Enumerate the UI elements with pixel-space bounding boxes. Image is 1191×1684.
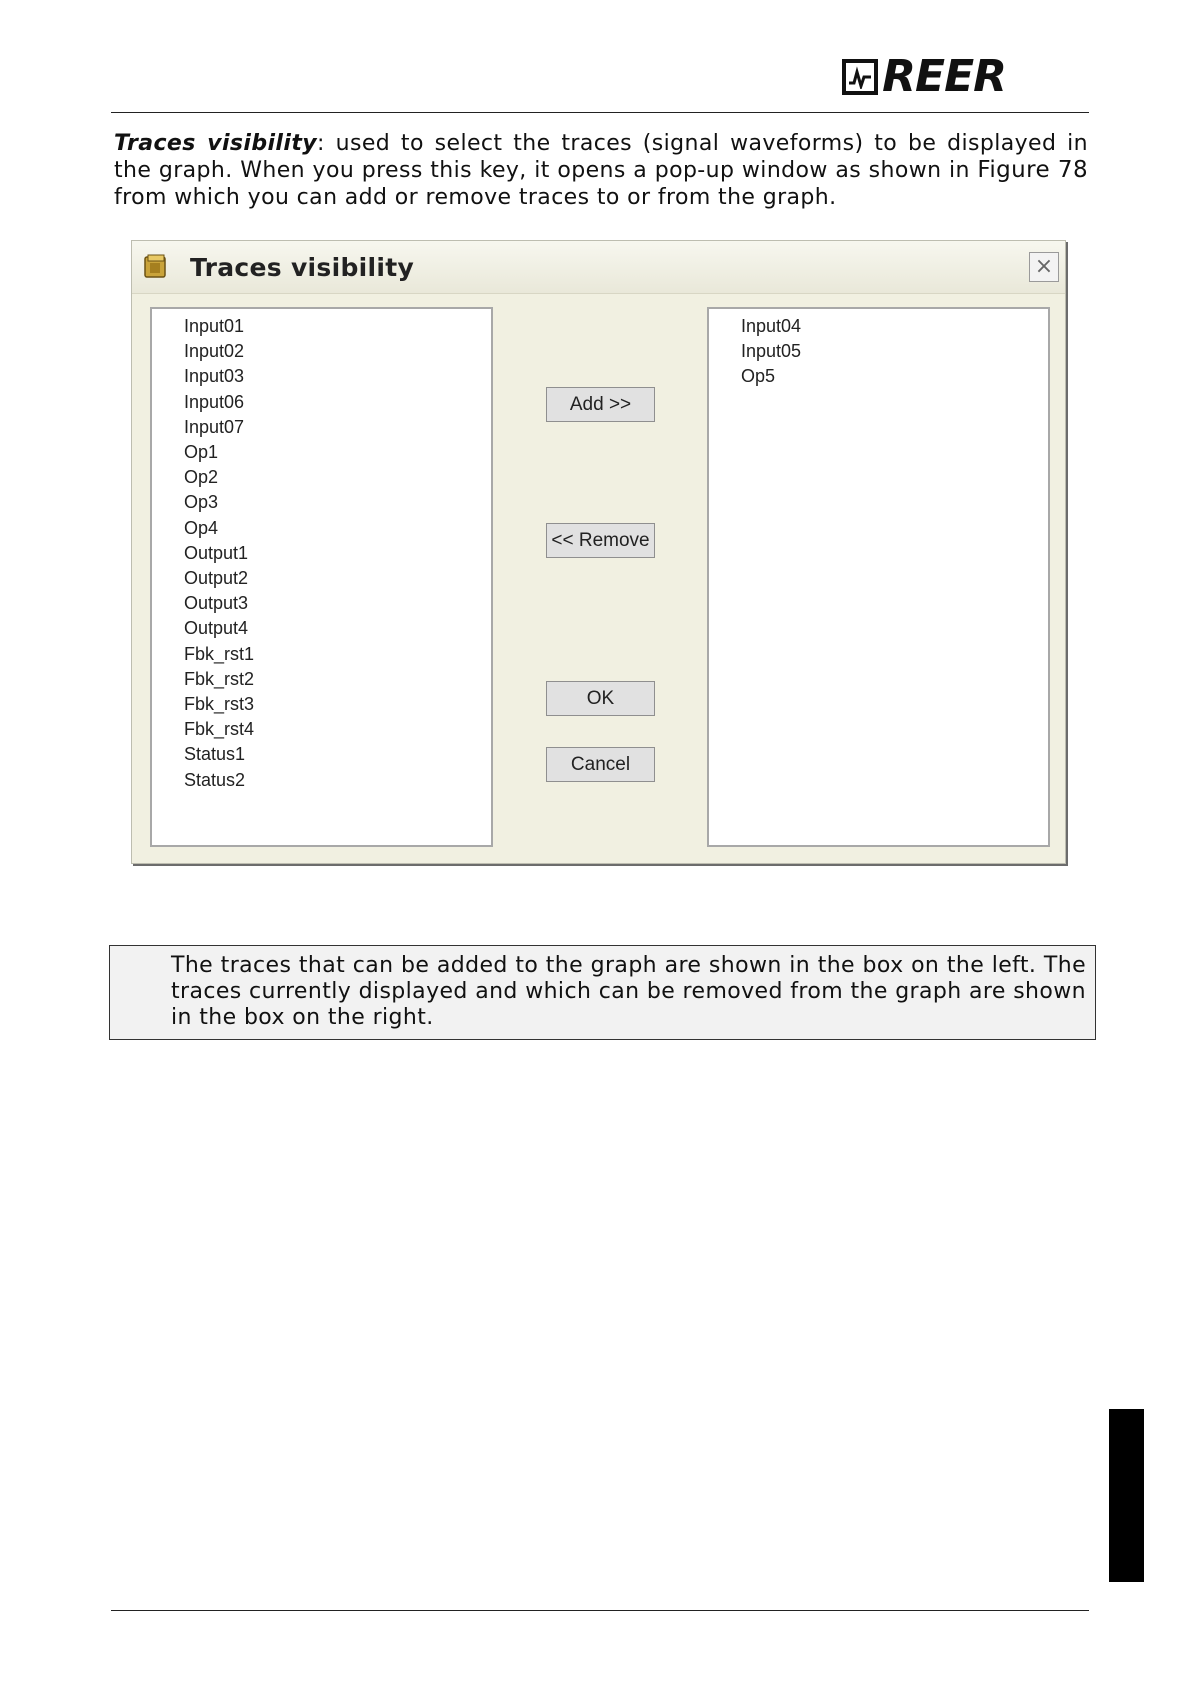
- intro-text-2: from which you can add or remove traces to or from the graph.: [114, 185, 837, 210]
- close-icon: ×: [1034, 254, 1054, 279]
- available-trace-item[interactable]: Output3: [184, 593, 249, 614]
- footer-divider: [111, 1610, 1089, 1611]
- logo-mark-icon: [842, 59, 878, 95]
- displayed-trace-item[interactable]: Op5: [741, 366, 776, 387]
- traces-visibility-dialog: [131, 240, 1066, 864]
- cancel-button[interactable]: Cancel: [546, 747, 655, 782]
- brand-logo: [842, 51, 1006, 102]
- available-trace-item[interactable]: Output2: [184, 568, 249, 589]
- displayed-trace-item[interactable]: Input04: [741, 316, 802, 336]
- intro-paragraph: [114, 130, 1088, 211]
- brand-name: REER: [882, 51, 1006, 102]
- available-trace-item[interactable]: Input06: [184, 391, 245, 412]
- note-box: [109, 945, 1096, 1040]
- available-trace-item[interactable]: Status1: [184, 744, 246, 765]
- folder-icon: [143, 253, 169, 279]
- available-trace-item[interactable]: Status2: [184, 769, 246, 790]
- available-trace-item[interactable]: Fbk_rst2: [184, 668, 255, 689]
- available-trace-item[interactable]: Op2: [184, 467, 219, 488]
- available-trace-item[interactable]: Op1: [184, 442, 219, 463]
- available-trace-item[interactable]: Output1: [184, 542, 249, 563]
- available-trace-item[interactable]: Input03: [184, 366, 245, 387]
- close-button[interactable]: [1029, 252, 1059, 282]
- available-traces-listbox[interactable]: [150, 307, 493, 847]
- available-trace-item[interactable]: Fbk_rst3: [184, 694, 255, 715]
- displayed-traces-list: [709, 309, 1048, 390]
- available-traces-list: [152, 309, 491, 793]
- available-trace-item[interactable]: Input02: [184, 341, 245, 362]
- available-trace-item[interactable]: Fbk_rst1: [184, 643, 255, 664]
- available-trace-item[interactable]: Op4: [184, 517, 219, 538]
- remove-button[interactable]: << Remove: [546, 523, 655, 558]
- section-tab-marker: [1109, 1409, 1144, 1582]
- add-button[interactable]: Add >>: [546, 387, 655, 422]
- dialog-titlebar: [132, 241, 1065, 294]
- available-trace-item[interactable]: Fbk_rst4: [184, 719, 255, 740]
- displayed-traces-listbox[interactable]: [707, 307, 1050, 847]
- intro-term: Traces visibility: [114, 131, 317, 156]
- displayed-trace-item[interactable]: Input05: [741, 341, 802, 362]
- available-trace-item[interactable]: Input07: [184, 416, 245, 437]
- available-trace-item[interactable]: Input01: [184, 316, 245, 336]
- figure-reference: Figure 78: [977, 157, 1088, 183]
- header-divider: [111, 112, 1089, 113]
- ok-button[interactable]: OK: [546, 681, 655, 716]
- intro-text-1: : used to select the traces (signal waveforms) to be displayed in the graph. When you press this key, it opens a pop-up window as shown in: [114, 131, 1088, 183]
- available-trace-item[interactable]: Output4: [184, 618, 249, 639]
- note-text: The traces that can be added to the graph are shown in the box on the left. The traces currently displayed and which can be removed from the graph are shown in the box on the right.: [171, 953, 1086, 1030]
- dialog-title: Traces visibility: [190, 253, 415, 282]
- available-trace-item[interactable]: Op3: [184, 492, 219, 513]
